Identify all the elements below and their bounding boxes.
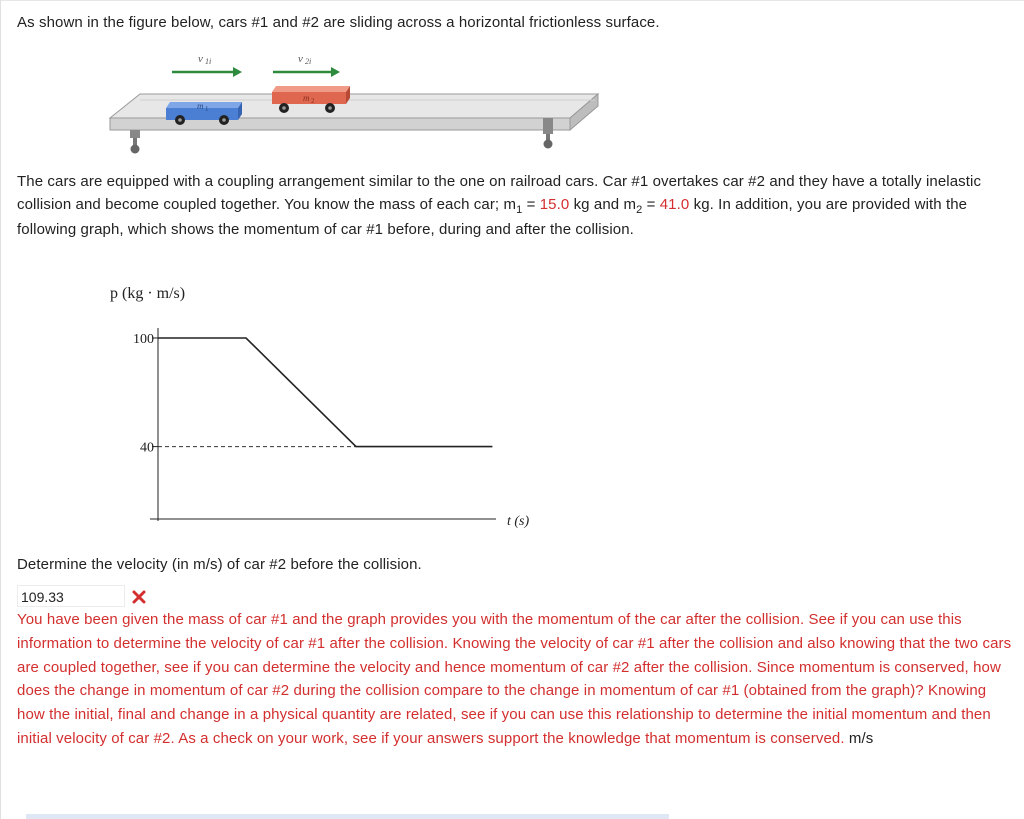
car-1-label: m — [197, 101, 204, 111]
y-axis-label: p (kg · m/s) — [110, 285, 186, 302]
answer-input[interactable]: 109.33 — [17, 585, 125, 607]
answer-unit: m/s — [848, 729, 874, 747]
description-text-3: kg. In addition, you are provided with the following graph, which shows the momentum of car #1 before, during and after the collision. — [17, 196, 968, 238]
car-1-subscript: 1 — [205, 105, 209, 113]
cross-icon — [131, 589, 147, 605]
equals-1: = — [522, 196, 540, 213]
m1-subscript: 1 — [516, 204, 523, 216]
v1-subscript: 1i — [205, 57, 212, 66]
y-tick-label-40: 40 — [140, 440, 154, 456]
momentum-series-line — [158, 338, 492, 447]
v2-label: v — [298, 53, 303, 65]
velocity-arrow-1 — [172, 53, 242, 77]
top-divider — [0, 0, 1024, 1]
intro-text: As shown in the figure below, cars #1 and #2 are sliding across a horizontal frictionless surface. — [17, 14, 660, 31]
v2-subscript: 2i — [305, 57, 312, 66]
feedback-text — [17, 608, 1012, 751]
car-2-subscript: 2 — [311, 97, 315, 105]
velocity-arrow-2 — [273, 53, 340, 77]
cars-figure — [100, 48, 620, 158]
left-border — [0, 0, 1, 819]
feedback-message: You have been given the mass of car #1 and the graph provides you with the momentum of the car after the collision. See if you can use this information to determine the velocity of car #1 after the collision. Knowing the velocity of car #1 after the collision and also knowing that the two cars are coupled together, see if you can determine the velocity and hence momentum of car #2 after the collision. Since momentum is conserved, how does the change in momentum of car #2 during the collision compare to the change in momentum of car #1 (obtained from the graph)? Knowing how the initial, final and change in a physical quantity are related, see if you can use this relationship to determine the initial momentum and then initial velocity of car #2. As a check on your work, see if your answers support the knowledge that momentum is conserved. — [17, 611, 1012, 747]
m1-value: 15.0 — [539, 196, 570, 213]
description-text-2: kg and m — [569, 196, 637, 213]
m2-value: 41.0 — [659, 196, 690, 213]
v1-label: v — [198, 53, 203, 65]
equals-2: = — [642, 196, 660, 213]
track-support-left — [130, 130, 140, 154]
momentum-graph — [100, 276, 560, 536]
car-2-label: m — [303, 93, 310, 103]
question-text: Determine the velocity (in m/s) of car #2 before the collision. — [17, 556, 422, 573]
bottom-scroll-bar — [26, 814, 669, 819]
y-tick-label-100: 100 — [133, 332, 154, 347]
problem-description — [17, 170, 1012, 241]
track-support-right — [543, 118, 553, 149]
x-axis-label: t (s) — [507, 514, 530, 529]
m2-subscript: 2 — [636, 204, 643, 216]
description-text-1: The cars are equipped with a coupling arrangement similar to the one on railroad cars. Car #1 overtakes car #2 and they have a totally inelastic collision and become coupled together. You know the mass of each car; m — [17, 173, 982, 213]
